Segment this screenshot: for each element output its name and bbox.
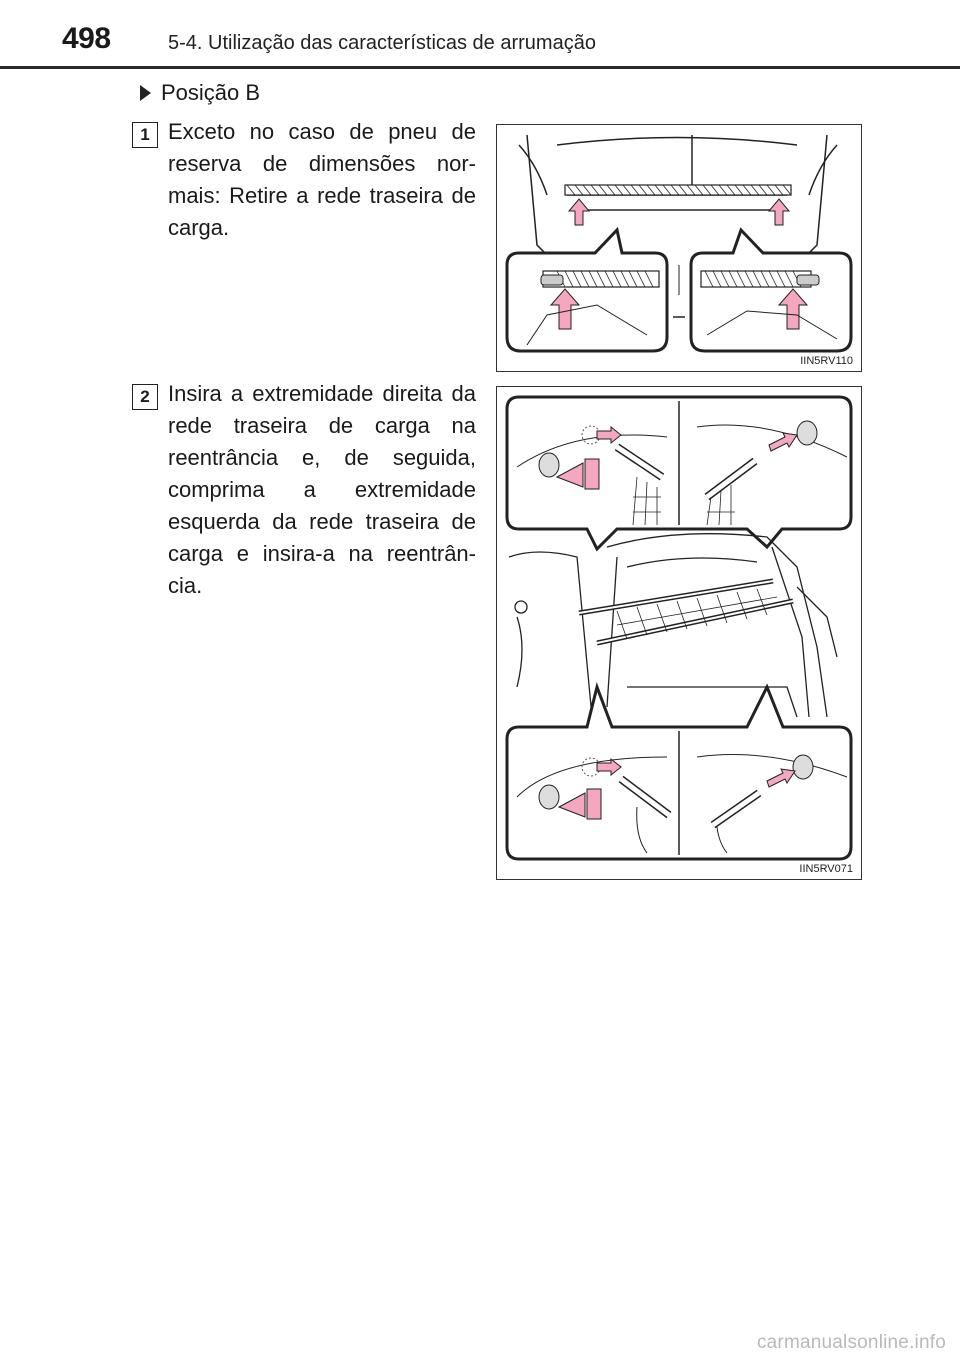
figure-code-2: IIN5RV071 bbox=[799, 863, 853, 875]
sub-heading bbox=[140, 80, 260, 106]
trunk-net-removal-illustration bbox=[497, 125, 863, 373]
step-text-2: Insira a extremidade direita da rede traseira de carga na reentrância e, de seguida, comprima a extremidade esquerda da rede traseira de carga e insira-a na reentrân-cia. bbox=[168, 381, 476, 598]
figure-code-1: IIN5RV110 bbox=[800, 355, 853, 367]
step-badge-2: 2 bbox=[132, 384, 158, 410]
step-text-1: Exceto no caso de pneu de reserva de dimensões nor-mais: Retire a rede traseira de carga. bbox=[168, 119, 476, 240]
trunk-net-install-illustration bbox=[497, 387, 863, 881]
watermark: carmanualsonline.info bbox=[756, 1332, 946, 1353]
header-rule bbox=[0, 66, 960, 69]
step-badge-1: 1 bbox=[132, 122, 158, 148]
sub-heading-text: Posição B bbox=[161, 80, 261, 105]
triangle-bullet-icon bbox=[140, 85, 151, 101]
figure-1 bbox=[496, 124, 862, 372]
page-number: 498 bbox=[62, 22, 111, 55]
figure-2 bbox=[496, 386, 862, 880]
section-title: 5-4. Utilização das características de arrumação bbox=[168, 32, 596, 54]
